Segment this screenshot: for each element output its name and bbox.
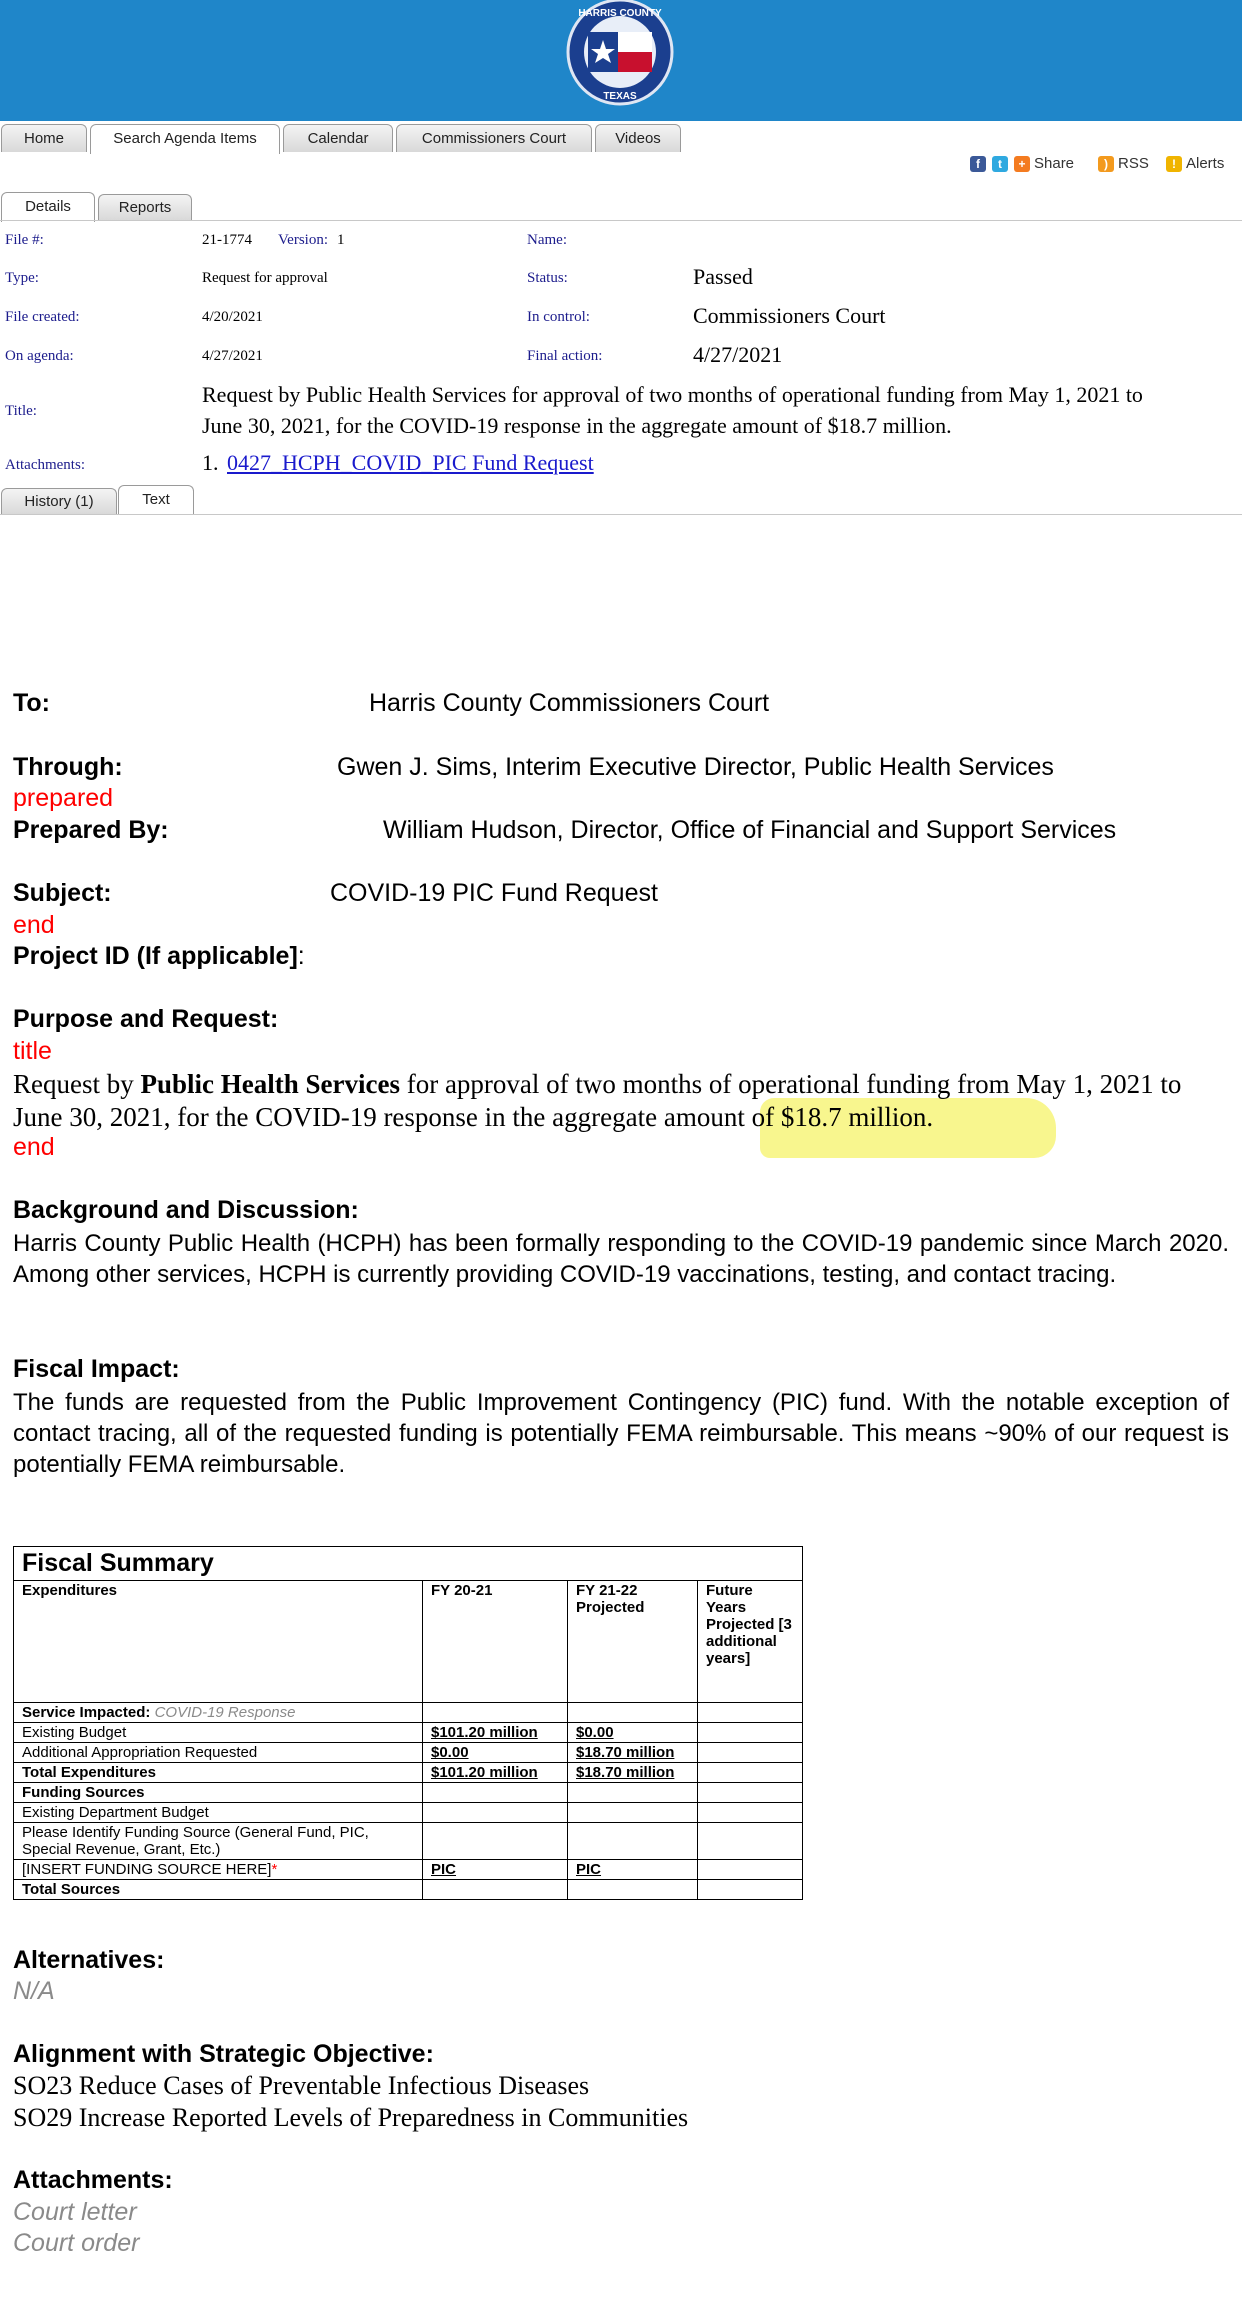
additional-appropriation-fy2: $18.70 million [568,1743,698,1763]
file-number-value: 21-1774 [202,232,252,248]
tab-calendar[interactable]: Calendar [283,124,393,152]
attachment-number: 1. [202,450,219,475]
type-value: Request for approval [202,270,328,286]
final-action-label: Final action: [527,348,603,364]
marker-prepared: prepared [13,784,114,812]
attachments-label: Attachments: [5,457,85,473]
to-value: Harris County Commissioners Court [369,689,770,717]
alternatives-label: Alternatives: [13,1946,165,1974]
marker-end: end [13,1133,55,1161]
twitter-icon[interactable]: t [992,156,1008,172]
marker-title: title [13,1037,52,1065]
purpose-label: Purpose and Request: [13,1005,279,1033]
alternatives-value: N/A [13,1977,55,2005]
svg-text:TEXAS: TEXAS [603,91,637,102]
to-label: To: [13,689,51,717]
existing-budget-fy1: $101.20 million [423,1723,568,1743]
insert-funding-source-label: [INSERT FUNDING SOURCE HERE]* [14,1860,423,1880]
subject-label: Subject: [13,879,112,907]
tab-details[interactable]: Details [1,192,95,222]
total-sources-label: Total Sources [14,1880,423,1900]
col-expenditures: Expenditures [14,1581,423,1703]
file-created-value: 4/20/2021 [202,309,263,325]
attachment-court-order: Court order [13,2229,140,2257]
fiscal-summary-title: Fiscal Summary [14,1547,803,1581]
name-label: Name: [527,232,567,248]
type-label: Type: [5,270,39,286]
prepared-by-value: William Hudson, Director, Office of Financial and Support Services [383,816,1117,844]
alerts-button[interactable]: Alerts [1186,155,1225,172]
title-line-1: Request by Public Health Services for approval of two months of operational funding from May 1, 2021 to [202,382,1143,407]
existing-budget-fy2: $0.00 [568,1723,698,1743]
rss-button[interactable]: RSS [1118,155,1149,172]
through-label: Through: [13,753,123,781]
file-number-label: File #: [5,232,44,248]
col-fy-21-22: FY 21-22 Projected [568,1581,698,1703]
funding-source-fy2: PIC [568,1860,698,1880]
background-text: Harris County Public Health (HCPH) has been formally responding to the COVID-19 pandemic since March 2020. Among other services, HCPH is currently providing COVID-19 vaccinations, testing, and contact tracing. [13,1230,1229,1288]
share-icon[interactable]: + [1014,156,1030,172]
divider [0,514,1242,515]
existing-budget-label: Existing Budget [14,1723,423,1743]
fiscal-impact-text: The funds are requested from the Public Improvement Contingency (PIC) fund. With the notable exception of contact tracing, all of the requested funding is potentially FEMA reimbursable. This means ~90% of our request is potentially FEMA reimbursable. [13,1389,1229,1478]
in-control-label: In control: [527,309,590,325]
title-line-2: June 30, 2021, for the COVID-19 response in the aggregate amount of $18.7 million. [202,413,952,438]
total-expenditures-fy2: $18.70 million [568,1763,698,1783]
col-future-years: Future Years Projected [3 additional years] [698,1581,803,1703]
tab-search-agenda-items[interactable]: Search Agenda Items [90,124,280,154]
alerts-icon[interactable]: ! [1166,156,1182,172]
existing-department-budget-label: Existing Department Budget [14,1803,423,1823]
svg-text:HARRIS COUNTY: HARRIS COUNTY [578,8,662,19]
tab-history[interactable]: History (1) [1,488,117,514]
total-expenditures-fy1: $101.20 million [423,1763,568,1783]
tab-text[interactable]: Text [118,485,194,515]
fiscal-summary-table [13,1546,803,1900]
site-header [0,0,1242,121]
alignment-objective-2: SO29 Increase Reported Levels of Preparedness in Communities [13,2103,689,2132]
through-value: Gwen J. Sims, Interim Executive Director, Public Health Services [337,753,1054,781]
in-control-value: Commissioners Court [693,303,886,328]
tab-commissioners-court[interactable]: Commissioners Court [396,124,592,152]
harris-county-seal-logo [564,0,676,106]
additional-appropriation-fy1: $0.00 [423,1743,568,1763]
on-agenda-label: On agenda: [5,348,74,364]
subject-value: COVID-19 PIC Fund Request [330,879,658,907]
tab-reports[interactable]: Reports [98,194,192,220]
attachments-heading: Attachments: [13,2166,173,2194]
project-id-label: Project ID (If applicable]: [13,942,305,970]
on-agenda-value: 4/27/2021 [202,348,263,364]
tab-videos[interactable]: Videos [595,124,681,152]
marker-end: end [13,911,55,939]
total-expenditures-label: Total Expenditures [14,1763,423,1783]
attachment-link[interactable]: 0427_HCPH_COVID_PIC Fund Request [227,450,594,475]
status-value: Passed [693,264,753,289]
purpose-line-2: June 30, 2021, for the COVID-19 response in the aggregate amount of $18.7 million. [13,1102,934,1132]
alignment-label: Alignment with Strategic Objective: [13,2040,434,2068]
service-impacted-row: Service Impacted: COVID-19 Response [14,1703,423,1723]
purpose-line-1: Request by Public Health Services for approval of two months of operational funding from May 1, 2021 to [13,1069,1182,1099]
alignment-objective-1: SO23 Reduce Cases of Preventable Infectious Diseases [13,2071,590,2100]
divider [0,220,1242,221]
version-label: Version: [278,232,328,248]
col-fy-20-21: FY 20-21 [423,1581,568,1703]
title-label: Title: [5,403,37,419]
status-label: Status: [527,270,568,286]
prepared-by-label: Prepared By: [13,816,169,844]
file-created-label: File created: [5,309,80,325]
attachment-court-letter: Court letter [13,2198,137,2226]
final-action-value: 4/27/2021 [693,342,783,367]
facebook-icon[interactable]: f [970,156,986,172]
tab-home[interactable]: Home [1,124,87,152]
version-value: 1 [337,232,345,248]
background-label: Background and Discussion: [13,1196,359,1224]
main-nav [0,124,1242,154]
funding-sources-label: Funding Sources [14,1783,423,1803]
additional-appropriation-label: Additional Appropriation Requested [14,1743,423,1763]
fiscal-impact-label: Fiscal Impact: [13,1355,180,1383]
identify-funding-source-label: Please Identify Funding Source (General Fund, PIC, Special Revenue, Grant, Etc.) [14,1823,423,1860]
funding-source-fy1: PIC [423,1860,568,1880]
share-button[interactable]: Share [1034,155,1075,172]
rss-icon[interactable]: ) [1098,156,1114,172]
